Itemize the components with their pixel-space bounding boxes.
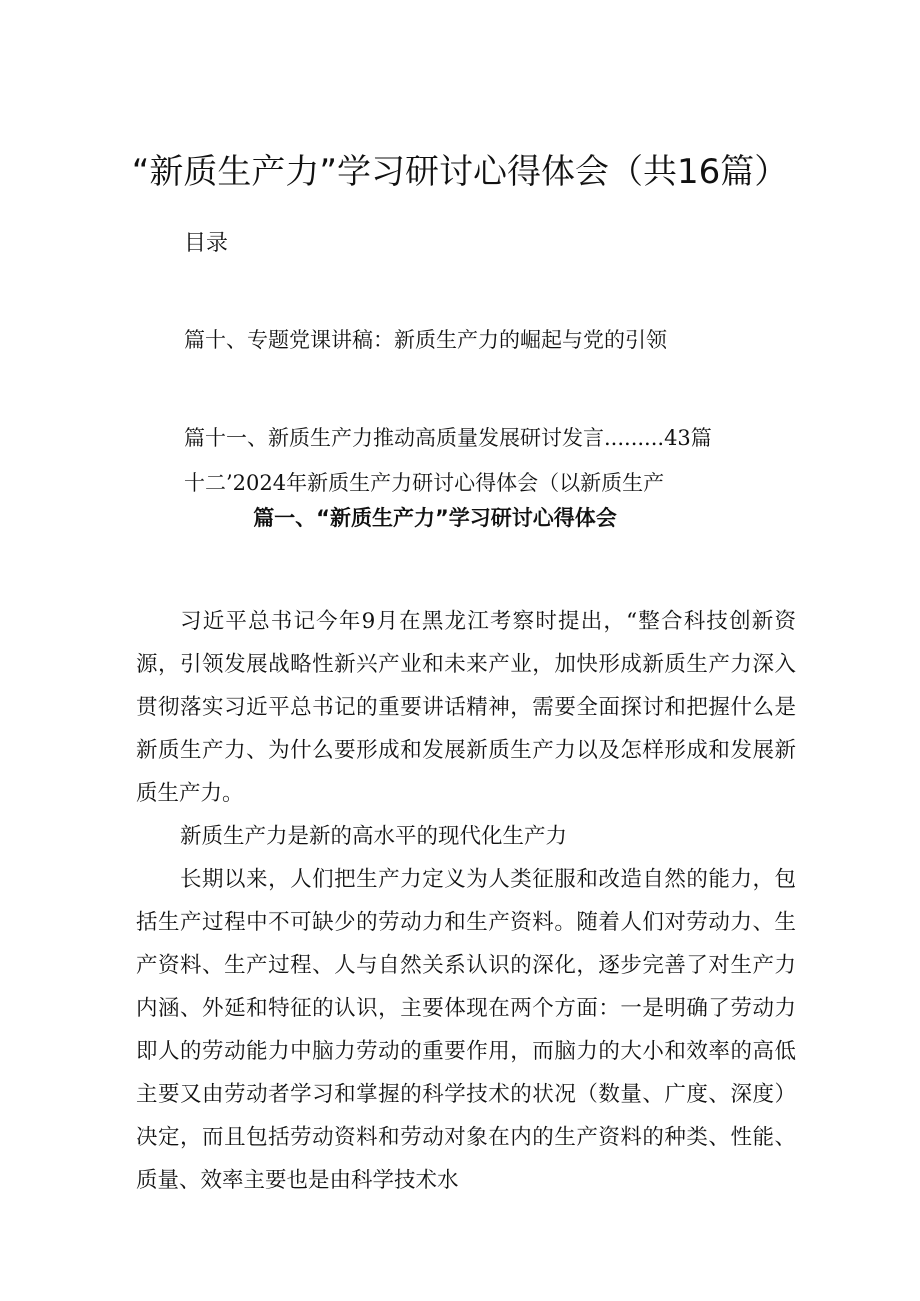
chapter-heading: 篇一、“新质生产力”学习研讨心得体会 [253,506,617,530]
toc-entry: 篇十、专题党课讲稿：新质生产力的崛起与党的引领 [184,328,667,352]
toc-entry: 十二’2024年新质生产力研讨心得体会（以新质生产 [184,471,665,495]
toc-heading: 目录 [184,231,229,256]
section-subheading: 新质生产力是新的高水平的现代化生产力 [180,824,568,849]
body-paragraph: 习近平总书记今年9月在黑龙江考察时提出，“整合科技创新资源，引领发展战略性新兴产业和未来产业，加快形成新质生产力深入贯彻落实习近平总书记的重要讲话精神，需要全面探讨和把握什么是新质生产力、为什么要形成和发展新质生产力以及怎样形成和发展新质生产力。 [136,609,796,806]
body-paragraph: 长期以来，人们把生产力定义为人类征服和改造自然的能力，包括生产过程中不可缺少的劳动力和生产资料。随着人们对劳动力、生产资料、生产过程、人与自然关系认识的深化，逐步完善了对生产力内涵、外延和特征的认识，主要体现在两个方面：一是明确了劳动力即人的劳动能力中脑力劳动的重要作用，而脑力的大小和效率的高低主要又由劳动者学习和掌握的科学技术的状况（数量、广度、深度）决定，而且包括劳动资料和劳动对象在内的生产资料的种类、性能、质量、效率主要也是由科学技术水 [136,867,796,1193]
toc-entry: 篇十一、新质生产力推动高质量发展研讨发言.........43篇 [184,426,712,450]
document-title: “新质生产力”学习研讨心得体会（共16篇） [131,152,789,192]
